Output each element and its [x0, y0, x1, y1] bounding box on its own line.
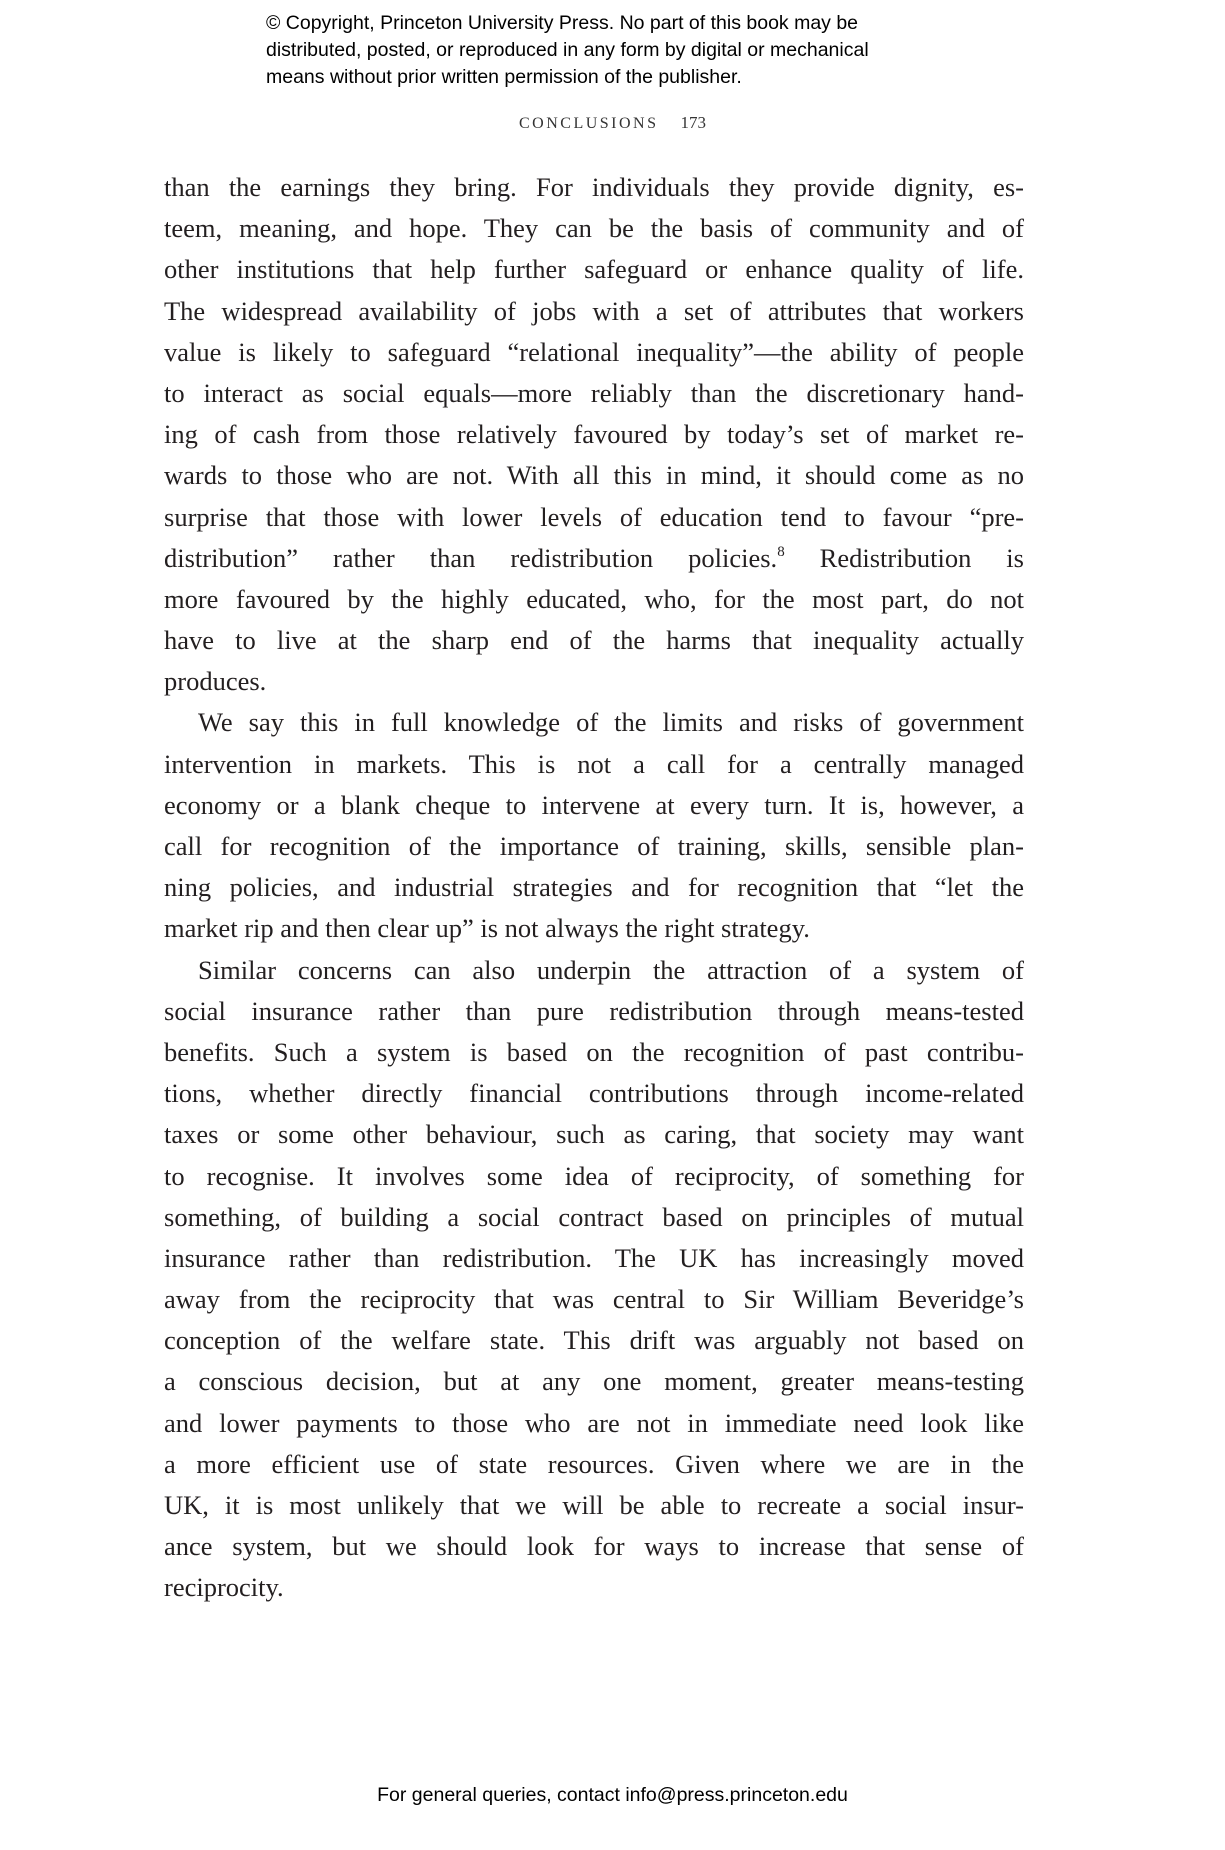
text-line: benefits. Such a system is based on the recognition of past contribu- — [164, 1036, 1024, 1067]
text-line: other institutions that help further safeguard or enhance quality of life. — [164, 254, 1024, 285]
text-line: something, of building a social contract based on principles of mutual — [164, 1201, 1024, 1232]
text-line: a conscious decision, but at any one moment, greater means-testing — [164, 1366, 1024, 1397]
paragraph — [164, 167, 1024, 702]
text-line: away from the reciprocity that was central to Sir William Beveridge’s — [164, 1284, 1024, 1315]
text-line: have to live at the sharp end of the harms that inequality actually — [164, 625, 1024, 656]
copyright-line: distributed, posted, or reproduced in any form by digital or mechanical — [266, 39, 869, 61]
copyright-line: means without prior written permission of the publisher. — [266, 66, 742, 88]
paragraph — [164, 702, 1024, 949]
text-line: more favoured by the highly educated, who, for the most part, do not — [164, 583, 1024, 614]
footnote-reference[interactable]: 8 — [777, 543, 785, 560]
text-line: market rip and then clear up” is not always the right strategy. — [164, 913, 810, 944]
chapter-title: CONCLUSIONS — [518, 115, 659, 132]
text-line: than the earnings they bring. For individuals they provide dignity, es- — [164, 172, 1024, 202]
text-line: wards to those who are not. With all this in mind, it should come as no — [164, 460, 1024, 491]
text-segment: Redistribution is — [784, 542, 1024, 573]
text-line: reciprocity. — [164, 1572, 284, 1603]
text-line: teem, meaning, and hope. They can be the basis of community and of — [164, 213, 1024, 244]
running-head — [0, 113, 1225, 133]
body-text — [164, 167, 1024, 1609]
copyright-notice — [266, 10, 869, 91]
text-line: The widespread availability of jobs with a set of attributes that workers — [164, 295, 1024, 326]
text-line: call for recognition of the importance of training, skills, sensible plan- — [164, 831, 1024, 861]
text-line: surprise that those with lower levels of education tend to favour “pre- — [164, 501, 1024, 532]
text-line: Similar concerns can also underpin the attraction of a system of — [198, 954, 1024, 985]
copyright-line: © Copyright, Princeton University Press. No part of this book may be — [266, 12, 859, 34]
text-line: ance system, but we should look for ways to increase that sense of — [164, 1531, 1024, 1562]
text-line: produces. — [164, 666, 267, 697]
text-line: and lower payments to those who are not in immediate need look like — [164, 1407, 1024, 1438]
paragraph — [164, 950, 1024, 1609]
text-line: to interact as social equals—more reliably than the discretionary hand- — [164, 377, 1024, 408]
page-number: 173 — [680, 113, 706, 132]
text-line: ning policies, and industrial strategies and for recognition that “let the — [164, 872, 1024, 903]
text-line: tions, whether directly financial contributions through income-related — [164, 1078, 1024, 1109]
text-line: to recognise. It involves some idea of reciprocity, of something for — [164, 1160, 1024, 1191]
text-line: UK, it is most unlikely that we will be able to recreate a social insur- — [164, 1490, 1024, 1520]
text-line: insurance rather than redistribution. The UK has increasingly moved — [164, 1242, 1024, 1273]
text-line: value is likely to safeguard “relational inequality”—the ability of people — [164, 336, 1024, 367]
footer-contact: For general queries, contact info@press.princeton.edu — [377, 1784, 848, 1806]
text-line: intervention in markets. This is not a call for a centrally managed — [164, 748, 1024, 779]
text-line: social insurance rather than pure redistribution through means-tested — [164, 995, 1024, 1026]
text-segment: distribution” rather than redistribution policies. — [164, 542, 778, 573]
text-line: conception of the welfare state. This drift was arguably not based on — [164, 1325, 1024, 1356]
text-line: taxes or some other behaviour, such as caring, that society may want — [164, 1119, 1024, 1150]
text-line: economy or a blank cheque to intervene at every turn. It is, however, a — [164, 789, 1024, 820]
text-line — [164, 538, 1024, 579]
text-line: a more efficient use of state resources. Given where we are in the — [164, 1448, 1024, 1479]
text-line: ing of cash from those relatively favoured by today’s set of market re- — [164, 419, 1024, 450]
text-line: We say this in full knowledge of the limits and risks of government — [198, 707, 1024, 738]
